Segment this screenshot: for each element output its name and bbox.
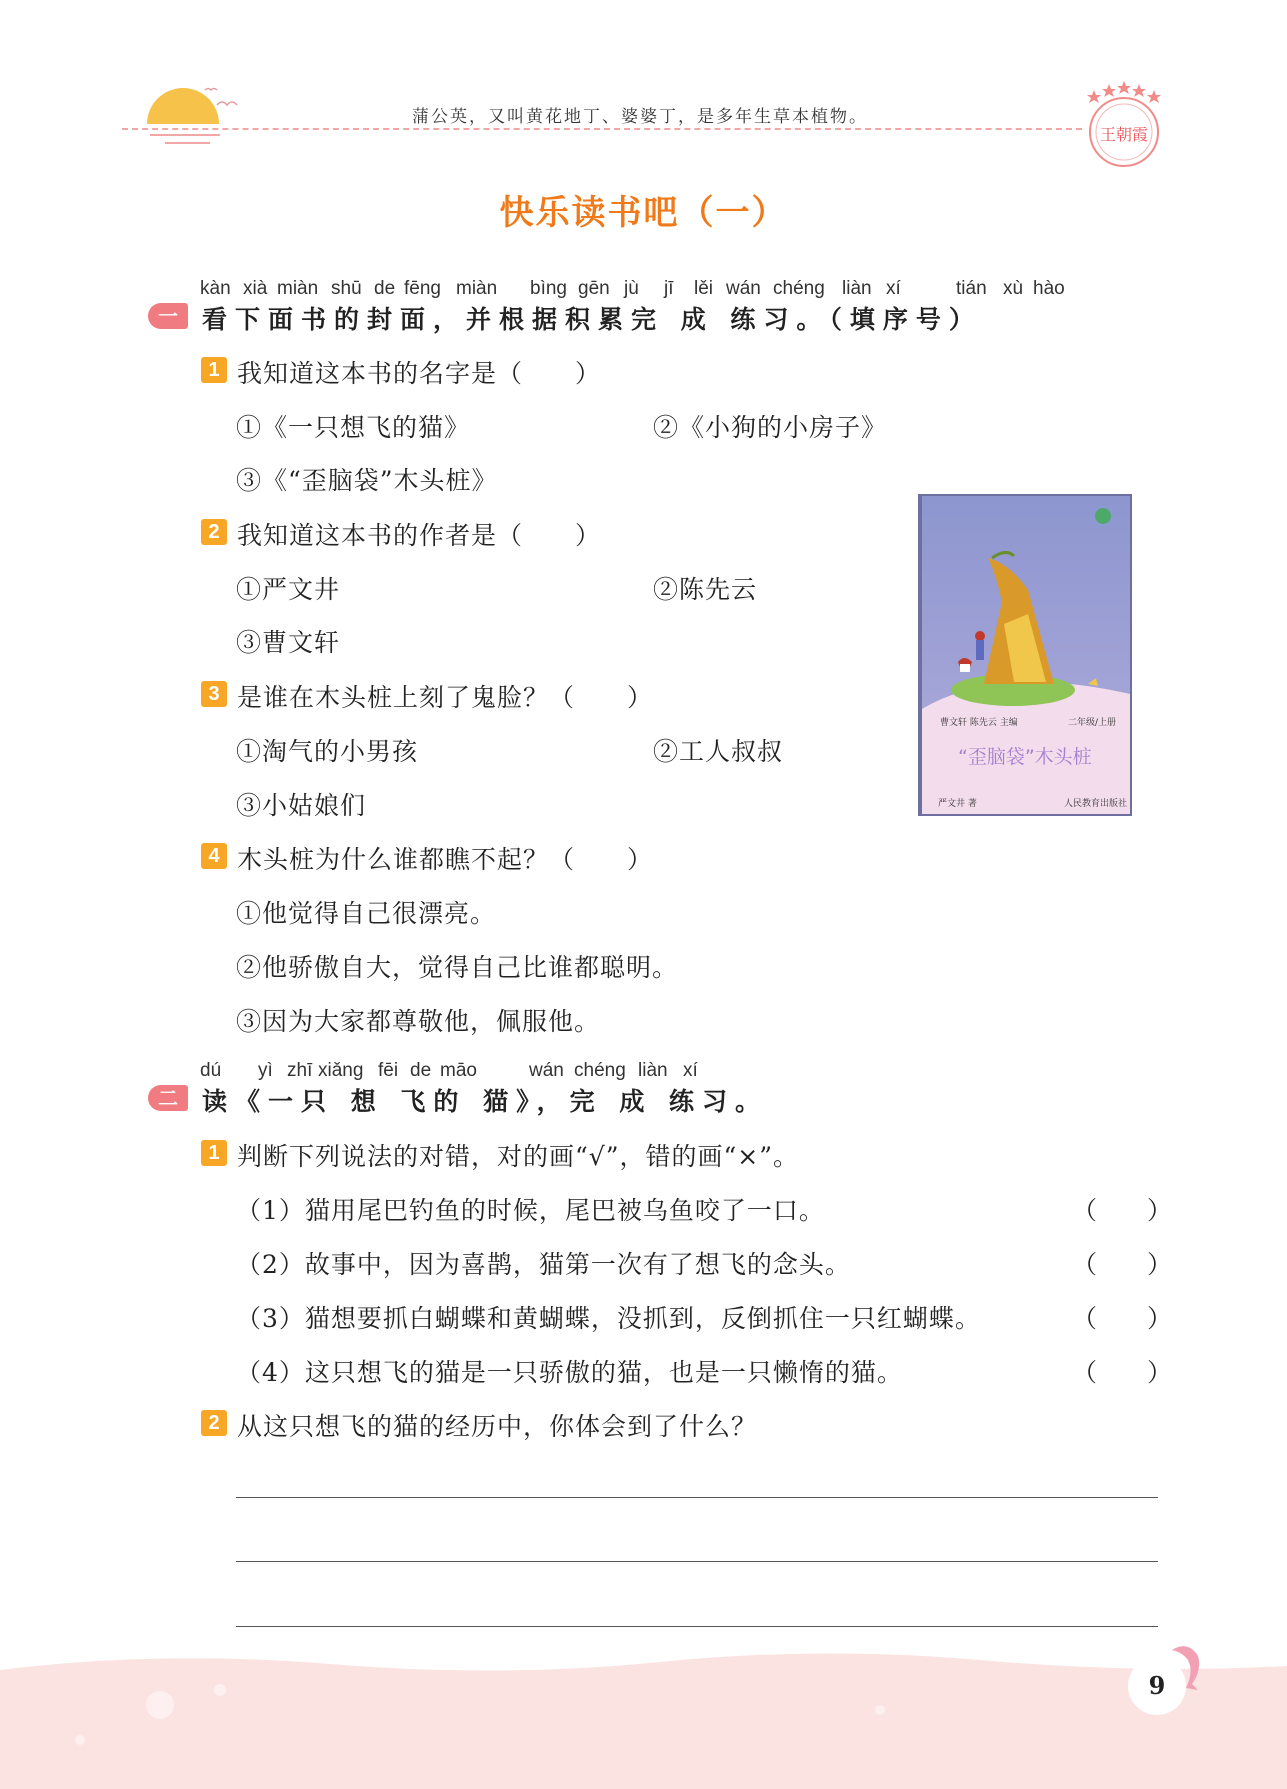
pinyin-syllable: xí	[683, 1060, 698, 1081]
page-number: 9	[1128, 1657, 1186, 1715]
answer-line[interactable]	[236, 1561, 1158, 1562]
svg-text:王朝霞: 王朝霞	[1099, 125, 1149, 144]
pinyin-syllable: lěi	[694, 278, 714, 299]
option: ③因为大家都尊敬他，佩服他。	[236, 1007, 601, 1036]
pinyin-syllable: de	[374, 278, 396, 299]
pinyin-syllable: liàn	[638, 1060, 668, 1081]
option: ①《一只想飞的猫》	[236, 413, 471, 442]
section2-instruction: 读《一只 想 飞的 猫》，完 成 练习。	[202, 1087, 769, 1116]
question-number: 3	[201, 681, 227, 707]
answer-parentheses[interactable]: （ ）	[1072, 1358, 1173, 1387]
question-number: 2	[201, 1410, 227, 1436]
pinyin-syllable: bìng	[530, 278, 567, 299]
svg-text:人民教育出版社: 人民教育出版社	[1064, 799, 1128, 809]
question-number: 1	[201, 357, 227, 383]
section2-tag: 二	[148, 1085, 188, 1111]
pinyin-syllable: miàn	[277, 278, 319, 299]
answer-line[interactable]	[236, 1497, 1158, 1498]
sun-reflection-line	[165, 142, 210, 144]
book-cover-image	[918, 494, 1132, 816]
pinyin-syllable: zhī	[287, 1060, 313, 1081]
pinyin-syllable: gēn	[578, 278, 610, 299]
pinyin-syllable: liàn	[842, 278, 872, 299]
pinyin-syllable: chéng	[574, 1060, 626, 1081]
pinyin-syllable: jī	[664, 278, 674, 299]
option: ③曹文轩	[236, 628, 341, 657]
answer-parentheses[interactable]: （ ）	[1072, 1250, 1173, 1279]
question-text: 木头桩为什么谁都瞧不起？（ ）	[237, 845, 654, 874]
pinyin-syllable: yì	[258, 1060, 273, 1081]
pinyin-syllable: shū	[331, 278, 362, 299]
option: ①淘气的小男孩	[236, 737, 419, 766]
sun-reflection-line	[150, 134, 220, 136]
pinyin-syllable: hào	[1033, 278, 1065, 299]
option: ②工人叔叔	[653, 737, 784, 766]
question-number: 2	[201, 519, 227, 545]
pinyin-syllable: tián	[956, 278, 987, 299]
question-text: 我知道这本书的作者是（ ）	[237, 521, 602, 550]
pinyin-syllable: xí	[886, 278, 901, 299]
option: ③小姑娘们	[236, 791, 367, 820]
pinyin-syllable: xù	[1003, 278, 1024, 299]
logo-stamp	[1080, 80, 1168, 170]
true-false-item: （2）故事中，因为喜鹊，猫第一次有了想飞的念头。	[236, 1250, 851, 1279]
pinyin-syllable: chéng	[773, 278, 825, 299]
pinyin-syllable: māo	[440, 1060, 477, 1081]
svg-text:严文井 著: 严文井 著	[938, 799, 977, 809]
answer-parentheses[interactable]: （ ）	[1072, 1196, 1173, 1225]
question-text: 我知道这本书的名字是（ ）	[237, 359, 602, 388]
pinyin-syllable: fēi	[378, 1060, 399, 1081]
true-false-item: （4）这只想飞的猫是一只骄傲的猫，也是一只懒惰的猫。	[236, 1358, 903, 1387]
pinyin-syllable: dú	[200, 1060, 222, 1081]
bird-icon	[215, 95, 245, 115]
option: ②他骄傲自大，觉得自己比谁都聪明。	[236, 953, 679, 982]
pinyin-syllable: fēng	[404, 278, 441, 299]
pinyin-syllable: kàn	[200, 278, 231, 299]
header-text: 蒲公英，又叫黄花地丁、婆婆丁，是多年生草本植物。	[412, 107, 868, 127]
option: ②陈先云	[653, 575, 758, 604]
page-title: 快乐读书吧（一）	[499, 193, 788, 233]
pinyin-syllable: de	[410, 1060, 432, 1081]
svg-text:“歪脑袋”木头桩: “歪脑袋”木头桩	[958, 746, 1092, 768]
footer-wave	[0, 1650, 1287, 1789]
pinyin-syllable: xià	[243, 278, 268, 299]
svg-text:二年级/上册: 二年级/上册	[1068, 718, 1117, 728]
pinyin-syllable: miàn	[456, 278, 498, 299]
question-text: 从这只想飞的猫的经历中，你体会到了什么？	[237, 1412, 758, 1441]
option: ①他觉得自己很漂亮。	[236, 899, 497, 928]
section1-tag: 一	[148, 303, 188, 329]
section1-instruction: 看下面书的封面，并根据积累完 成 练习。（填序号）	[202, 305, 982, 334]
option: ②《小狗的小房子》	[653, 413, 888, 442]
question-text: 判断下列说法的对错，对的画“√”，错的画“×”。	[237, 1142, 800, 1171]
option: ③《“歪脑袋”木头桩》	[236, 466, 498, 495]
answer-parentheses[interactable]: （ ）	[1072, 1304, 1173, 1333]
true-false-item: （3）猫想要抓白蝴蝶和黄蝴蝶，没抓到，反倒抓住一只红蝴蝶。	[236, 1304, 981, 1333]
pinyin-syllable: wán	[529, 1060, 564, 1081]
pinyin-syllable: jù	[624, 278, 639, 299]
header-divider	[122, 128, 1082, 130]
answer-line[interactable]	[236, 1626, 1158, 1627]
pinyin-syllable: wán	[726, 278, 761, 299]
true-false-item: （1）猫用尾巴钓鱼的时候，尾巴被乌鱼咬了一口。	[236, 1196, 825, 1225]
question-number: 4	[201, 843, 227, 869]
sunset-illustration	[145, 80, 221, 124]
question-text: 是谁在木头桩上刻了鬼脸？（ ）	[237, 683, 654, 712]
svg-text:曹文轩 陈先云 主编: 曹文轩 陈先云 主编	[940, 718, 1018, 728]
pinyin-syllable: xiǎng	[318, 1060, 364, 1081]
question-number: 1	[201, 1140, 227, 1166]
option: ①严文井	[236, 575, 341, 604]
